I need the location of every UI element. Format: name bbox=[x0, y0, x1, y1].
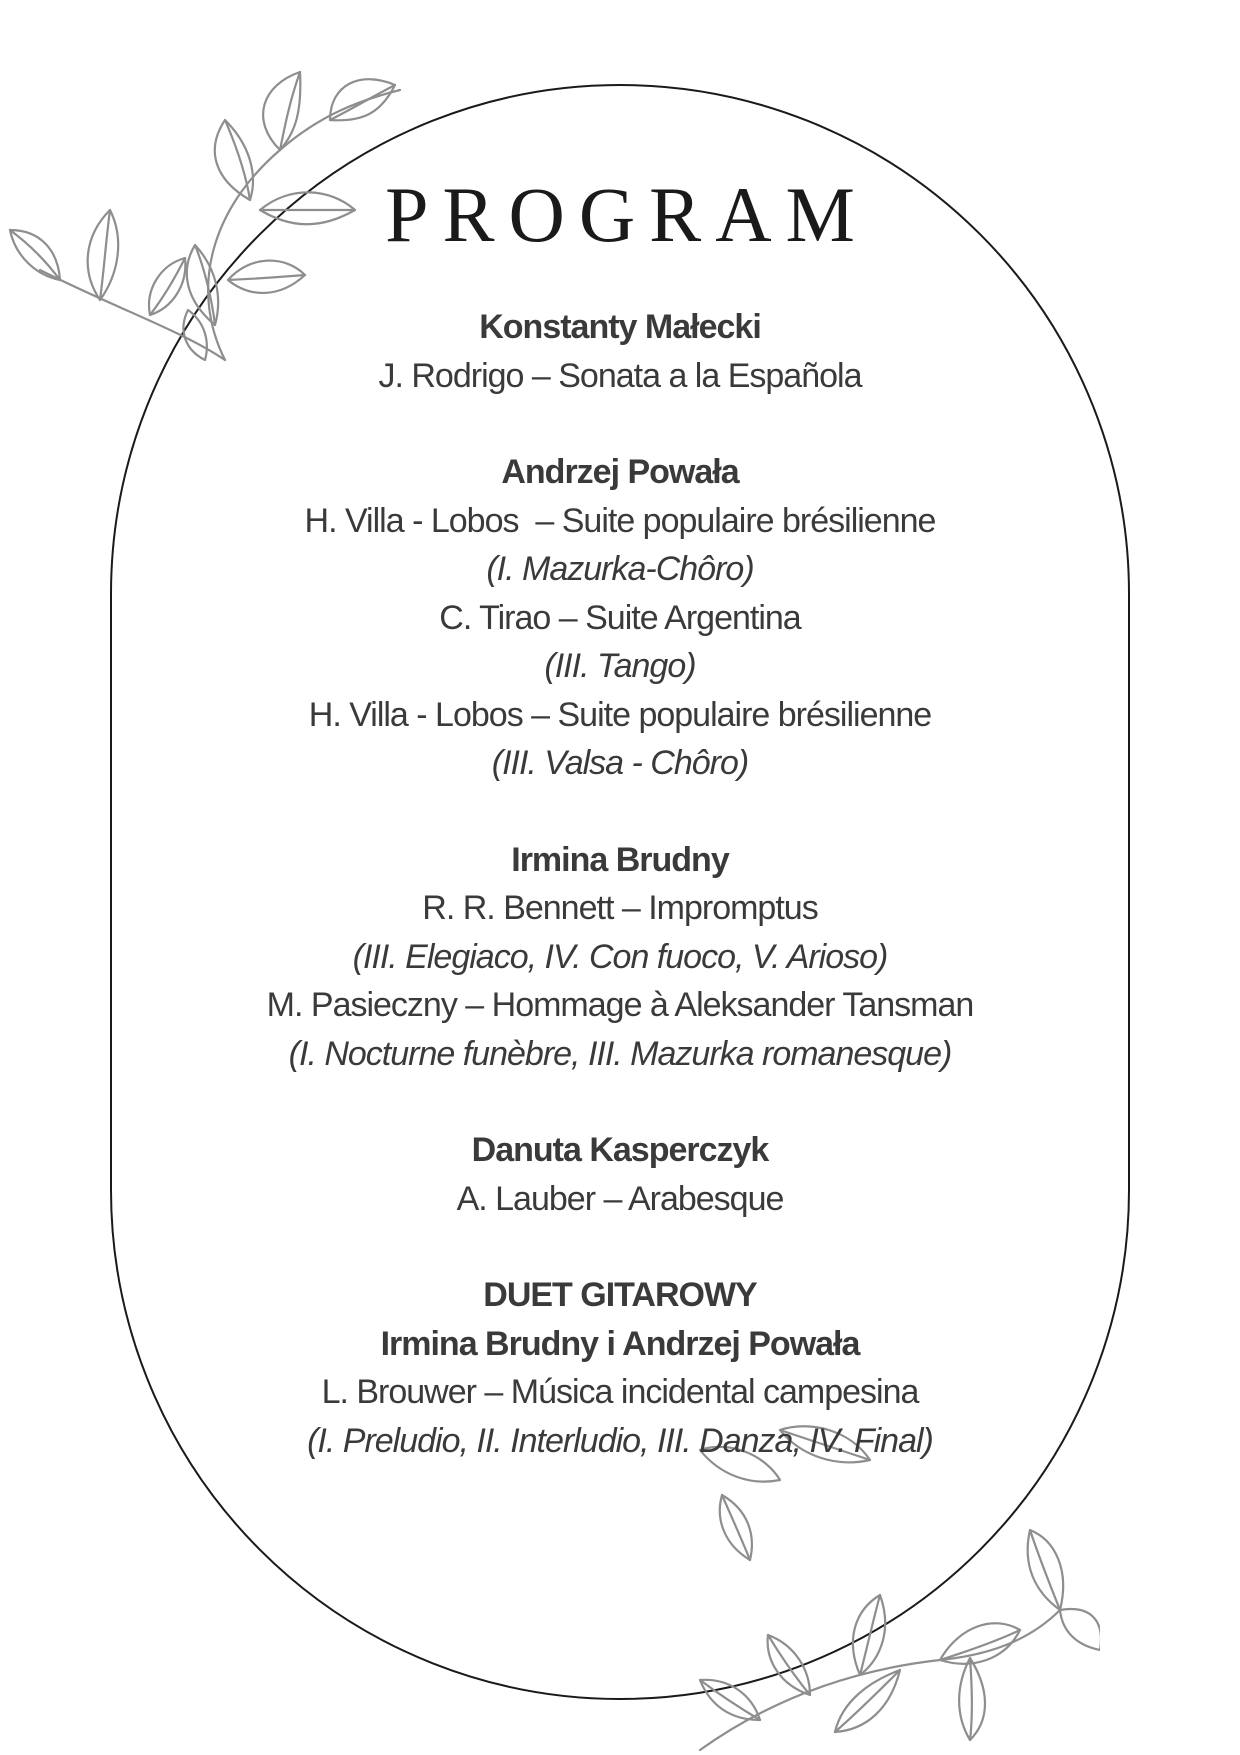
piece-movements: (I. Nocturne funèbre, III. Mazurka romanesque) bbox=[288, 1034, 952, 1073]
program-block bbox=[0, 836, 1240, 1079]
piece-title: M. Pasieczny – Hommage à Aleksander Tansman bbox=[266, 986, 974, 1024]
program-block bbox=[0, 1126, 1240, 1223]
piece-title: A. Lauber – Arabesque bbox=[456, 1179, 784, 1218]
program-list bbox=[0, 303, 1240, 1513]
piece-title: L. Brouwer – Música incidental campesina bbox=[321, 1373, 919, 1411]
piece-movements: (III. Valsa - Chôro) bbox=[491, 744, 749, 782]
piece-title: C. Tirao – Suite Argentina bbox=[439, 598, 801, 637]
piece-movements: (III. Elegiaco, IV. Con fuoco, V. Arioso) bbox=[352, 937, 888, 976]
section-heading: DUET GITAROWY bbox=[483, 1276, 757, 1314]
performer-name: Irmina Brudny i Andrzej Powała bbox=[380, 1324, 860, 1363]
performer-name: Danuta Kasperczyk bbox=[471, 1131, 769, 1169]
program-block bbox=[0, 448, 1240, 788]
piece-title: R. R. Bennett – Impromptus bbox=[422, 889, 818, 927]
piece-movements: (III. Tango) bbox=[544, 647, 696, 685]
piece-title: H. Villa - Lobos – Suite populaire brésilienne bbox=[304, 501, 936, 540]
performer-name: Konstanty Małecki bbox=[479, 308, 761, 346]
program-block bbox=[0, 303, 1240, 400]
program-block bbox=[0, 1271, 1240, 1465]
piece-movements: (I. Mazurka-Chôro) bbox=[486, 550, 754, 588]
page-title: PROGRAM bbox=[385, 171, 869, 258]
piece-title: H. Villa - Lobos – Suite populaire brésilienne bbox=[308, 695, 932, 734]
piece-movements: (I. Preludio, II. Interludio, III. Danza, IV. Final) bbox=[307, 1421, 933, 1460]
piece-title: J. Rodrigo – Sonata a la Española bbox=[378, 356, 862, 395]
performer-name: Irmina Brudny bbox=[511, 840, 729, 879]
performer-name: Andrzej Powała bbox=[501, 453, 739, 491]
